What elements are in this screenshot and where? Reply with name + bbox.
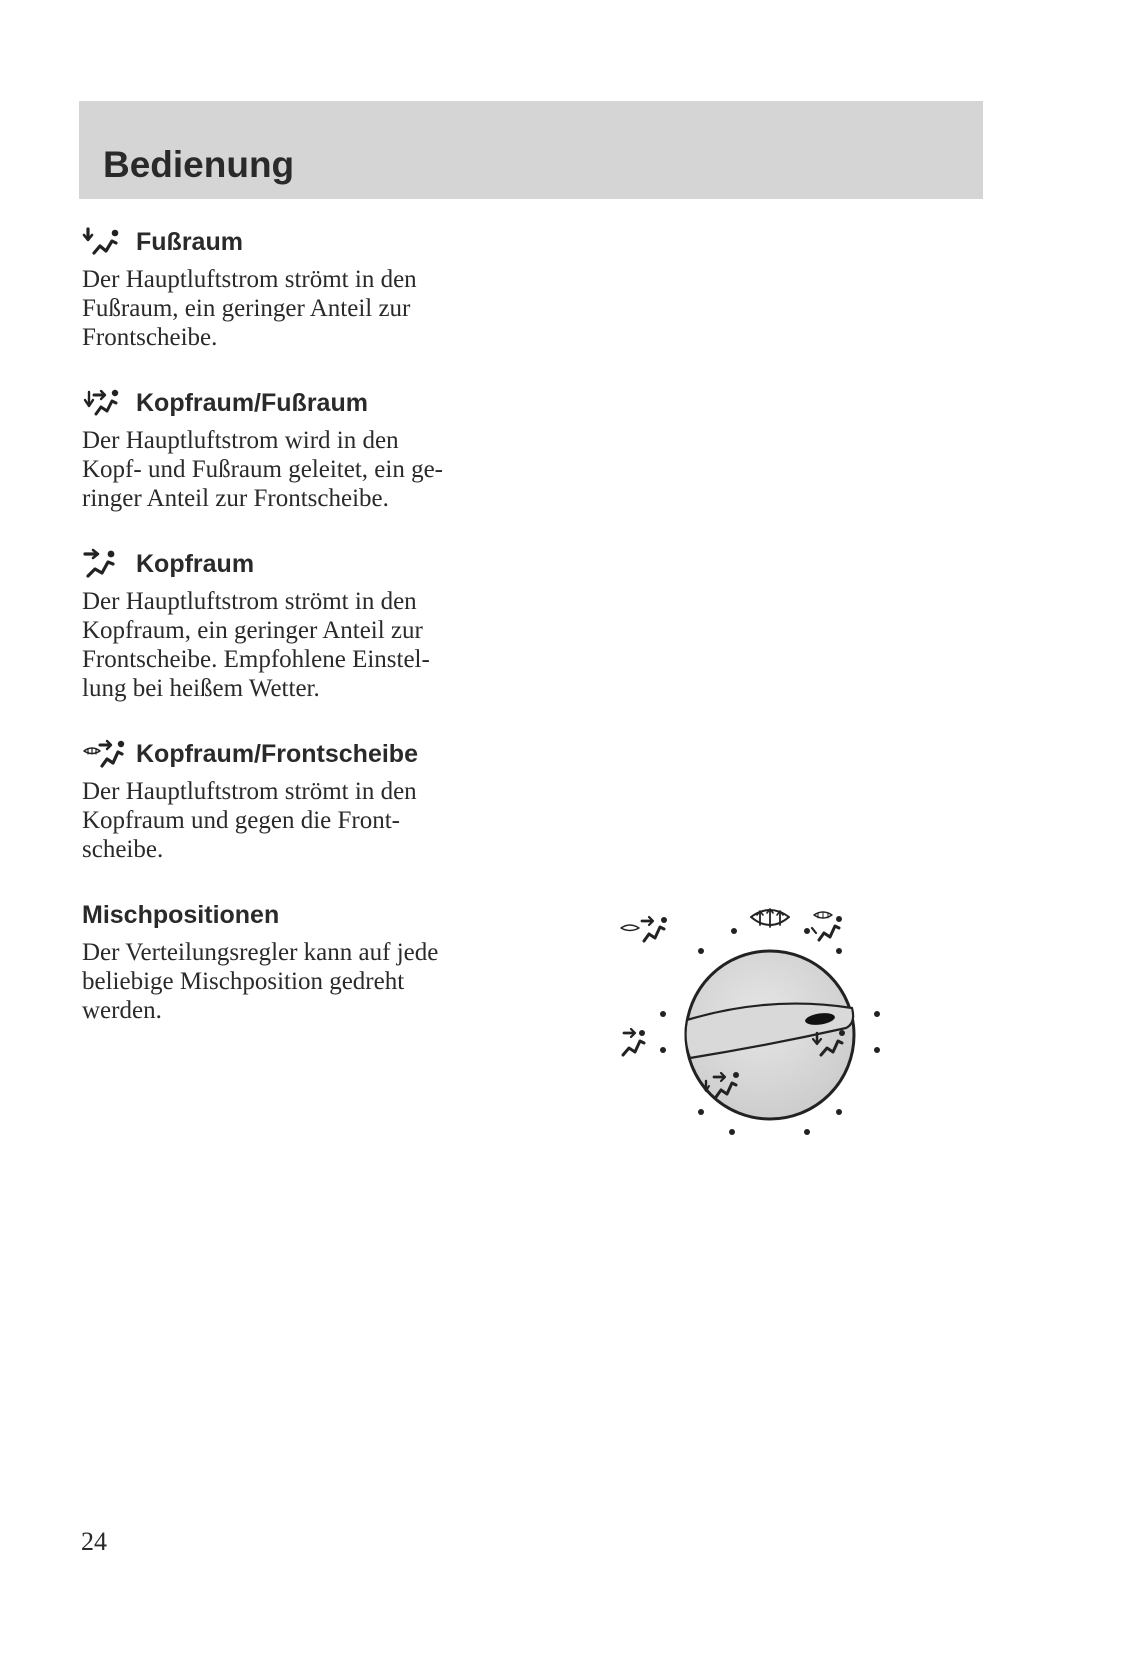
head-windscreen-icon — [812, 912, 842, 940]
section-title: Kopfraum/Fußraum — [136, 388, 368, 417]
air-flow-head-icon — [82, 547, 128, 581]
section-text: Der Hauptluftstrom strömt in den Kopfraum, ein geringer Anteil zur Frontscheibe. Empfohlene Einstel- lung bei heißem Wetter. — [82, 588, 430, 702]
section-head-footwell — [82, 386, 542, 513]
section-mix-positions — [82, 898, 542, 1025]
section-heading — [82, 547, 542, 581]
section-text: Der Hauptluftstrom strömt in den Fußraum, ein geringer Anteil zur Frontscheibe. — [82, 266, 417, 351]
section-title: Fußraum — [136, 227, 243, 256]
section-head-windscreen — [82, 737, 542, 864]
air-flow-head-footwell-icon — [82, 386, 128, 420]
air-distribution-control-dial — [620, 895, 910, 1175]
section-footwell — [82, 225, 542, 352]
windscreen-defrost-icon — [751, 909, 789, 927]
page-number: 24 — [81, 1527, 107, 1556]
section-heading — [82, 737, 542, 771]
header-band — [79, 101, 983, 199]
section-text: Der Verteilungsregler kann auf jede beliebige Mischposition gedreht werden. — [82, 939, 439, 1024]
section-head — [82, 547, 542, 703]
air-flow-head-windscreen-icon — [82, 737, 128, 771]
footwell-windscreen-icon — [621, 917, 667, 941]
head-icon — [623, 1029, 645, 1055]
section-title: Kopfraum/Frontscheibe — [136, 739, 418, 768]
section-heading — [82, 225, 542, 259]
section-text: Der Hauptluftstrom wird in den Kopf- und Fußraum geleitet, ein ge- ringer Anteil zur Frontscheibe. — [82, 427, 444, 512]
section-title: Kopfraum — [136, 549, 255, 578]
section-text: Der Hauptluftstrom strömt in den Kopfraum und gegen die Front- scheibe. — [82, 778, 417, 863]
section-heading — [82, 898, 542, 932]
air-flow-footwell-icon — [82, 225, 128, 259]
page-title: Bedienung — [103, 144, 295, 185]
section-title: Mischpositionen — [82, 900, 280, 929]
section-heading — [82, 386, 542, 420]
